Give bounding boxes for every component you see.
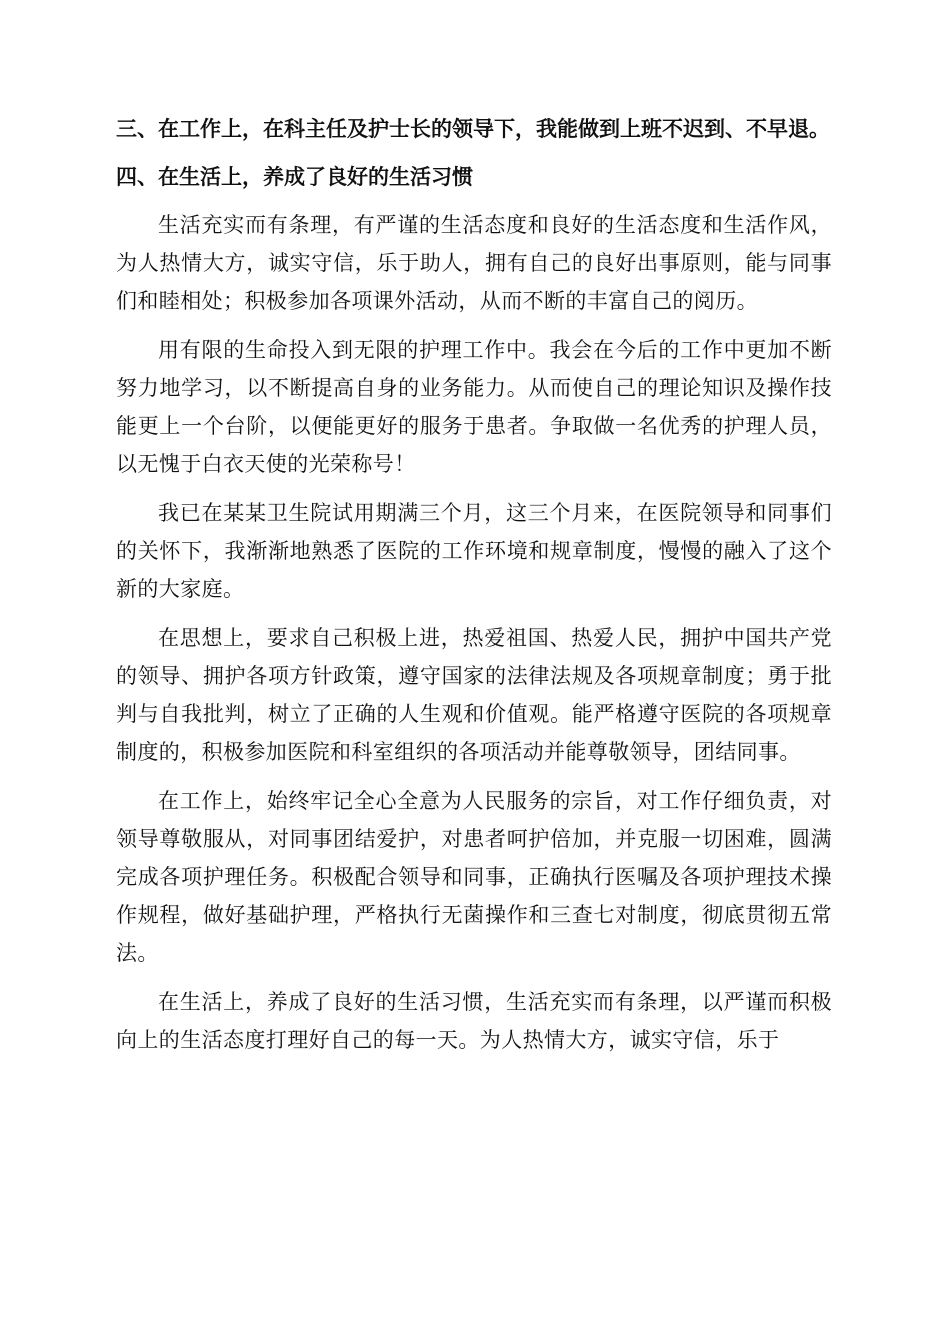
paragraph-ideology: 在思想上，要求自己积极上进，热爱祖国、热爱人民，拥护中国共产党的领导、拥护各项方针政策，遵守国家的法律法规及各项规章制度；勇于批判与自我批判，树立了正确的人生观和价值观。能严格遵守医院的各项规章制度的，积极参加医院和科室组织的各项活动并能尊敬领导，团结同事。 bbox=[116, 626, 832, 764]
paragraph-work: 在工作上，始终牢记全心全意为人民服务的宗旨，对工作仔细负责，对领导尊敬服从，对同事团结爱护，对患者呵护倍加，并克服一切困难，圆满完成各项护理任务。积极配合领导和同事，正确执行医嘱及各项护理技术操作规程，做好基础护理，严格执行无菌操作和三查七对制度，彻底贯彻五常法。 bbox=[116, 789, 832, 965]
paragraph-nursing-commitment: 用有限的生命投入到无限的护理工作中。我会在今后的工作中更加不断努力地学习，以不断提高自身的业务能力。从而使自己的理论知识及操作技能更上一个台阶，以便能更好的服务于患者。争取做一名优秀的护理人员，以无愧于白衣天使的光荣称号！ bbox=[116, 338, 832, 476]
paragraph-life: 在生活上，养成了良好的生活习惯，生活充实而有条理，以严谨而积极向上的生活态度打理好自己的每一天。为人热情大方，诚实守信，乐于 bbox=[116, 990, 832, 1052]
paragraph-probation-intro: 我已在某某卫生院试用期满三个月，这三个月来，在医院领导和同事们的关怀下，我渐渐地熟悉了医院的工作环境和规章制度，慢慢的融入了这个新的大家庭。 bbox=[116, 501, 832, 601]
section-heading-4: 四、在生活上，养成了良好的生活习惯 bbox=[116, 165, 473, 189]
section-heading-3: 三、在工作上，在科主任及护士长的领导下，我能做到上班不迟到、不早退。 bbox=[116, 117, 830, 141]
document-page bbox=[116, 110, 832, 1070]
paragraph-life-attitude: 生活充实而有条理，有严谨的生活态度和良好的生活态度和生活作风，为人热情大方，诚实守信，乐于助人，拥有自己的良好出事原则，能与同事们和睦相处；积极参加各项课外活动，从而不断的丰富自己的阅历。 bbox=[116, 213, 832, 313]
